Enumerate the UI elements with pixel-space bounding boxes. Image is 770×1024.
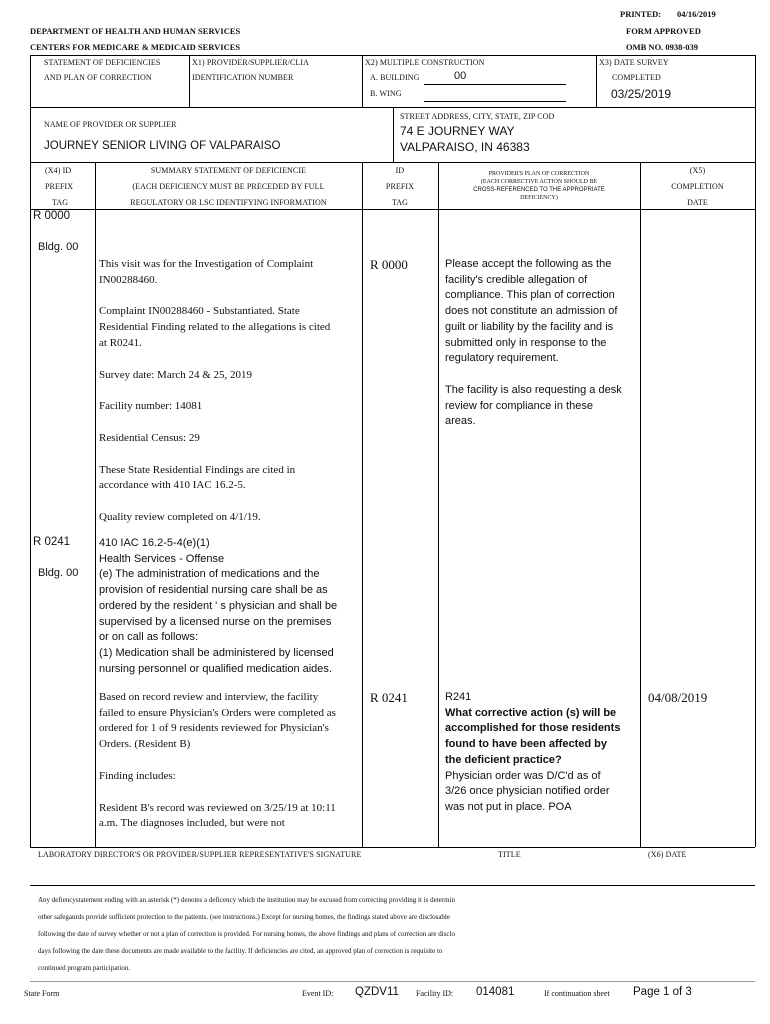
x6-date-label: (X6) DATE bbox=[648, 850, 687, 859]
r0241-finding-record: Resident B's record was reviewed on 3/25/19 at 10:11 a.m. The diagnoses included, but were not bbox=[99, 801, 336, 830]
x4-header-1: (X4) ID bbox=[45, 166, 72, 175]
r0000-summary-quality-review: Quality review completed on 4/1/19. bbox=[99, 511, 261, 524]
disclaimer-line: continued program participation. bbox=[38, 964, 130, 972]
r0241-completion-date: 04/08/2019 bbox=[648, 690, 708, 705]
r0241-plan-question: What corrective action (s) will be accomplished for those residents found to have been affected by the deficient practice? bbox=[445, 706, 621, 766]
agency-line1: DEPARTMENT OF HEALTH AND HUMAN SERVICES bbox=[30, 26, 241, 36]
r0000-summary-complaint: Complaint IN00288460 - Substantiated. State Residential Finding related to the allegations is cited at R0241. bbox=[99, 305, 331, 349]
signature-label: LABORATORY DIRECTOR'S OR PROVIDER/SUPPLIER REPRESENTATIVE'S SIGNATURE bbox=[38, 850, 362, 859]
r0241-plan-answer: Physician order was D/C'd as of 3/26 once physician notified order was not put in place. POA bbox=[445, 769, 610, 813]
disclaimer-line: Any defiencystatement ending with an asterisk (*) denotes a deficency which the institution may be excused from correcting providing it is determin bbox=[38, 896, 455, 904]
x1-label-2: IDENTIFICATION NUMBER bbox=[192, 73, 294, 82]
x5-header-3: DATE bbox=[687, 198, 708, 207]
summary-header-2: (EACH DEFICIENCY MUST BE PRECEDED BY FULL bbox=[132, 182, 325, 191]
r0000-summary-survey-date: Survey date: March 24 & 25, 2019 bbox=[99, 368, 253, 381]
r0241-building: Bldg. 00 bbox=[38, 567, 79, 579]
street-address: 74 E JOURNEY WAY bbox=[400, 124, 515, 138]
r0000-summary-facility-number: Facility number: 14081 bbox=[99, 400, 203, 413]
r0241-id-tag: R 0241 bbox=[370, 690, 408, 705]
r0000-summary bbox=[99, 257, 339, 526]
r0000-summary-cited: These State Residential Findings are cited in accordance with 410 IAC 16.2-5. bbox=[99, 463, 296, 492]
plan-header-4: DEFICIENCY) bbox=[520, 195, 558, 201]
plan-header-2: (EACH CORRECTIVE ACTION SHOULD BE bbox=[480, 179, 598, 185]
event-id-label: Event ID: bbox=[302, 989, 334, 998]
r0241-plan-title: R241 bbox=[445, 691, 472, 703]
x4-header-3: TAG bbox=[52, 198, 69, 207]
address-label: STREET ADDRESS, CITY, STATE, ZIP COD bbox=[400, 112, 555, 121]
city-state-zip: VALPARAISO, IN 46383 bbox=[400, 140, 530, 154]
x2-label: X2) MULTIPLE CONSTRUCTION bbox=[365, 58, 485, 67]
disclaimer-line: following the date of survey whether or not a plan of correction is provided. For nursing homes, the above findings and plans of correction are disclo bbox=[38, 930, 455, 938]
r0241-finding-includes: Finding includes: bbox=[99, 769, 176, 782]
continuation-label: If continuation sheet bbox=[544, 989, 610, 998]
r0241-regulation bbox=[99, 536, 339, 677]
state-form-label: State Form bbox=[24, 989, 60, 998]
statement-label-1: STATEMENT OF DEFICIENCIES bbox=[44, 58, 161, 67]
disclaimer-line: other safegaurds provide sufficient protection to the patients. (see instructions.) Except for nursing homes, the findings stated above are disclosable bbox=[38, 913, 450, 921]
provider-name: JOURNEY SENIOR LIVING OF VALPARAISO bbox=[44, 140, 281, 152]
r0000-tag: R 0000 bbox=[33, 210, 71, 222]
r0000-plan-allegation: Please accept the following as the facility's credible allegation of compliance. This plan of correction does not constitute an admission of guilt or liability by the facility and is submitted only in response to the regulatory requirement. bbox=[445, 258, 618, 365]
plan-header-1: PROVIDER'S PLAN OF CORRECTION bbox=[488, 171, 590, 177]
x2-building-label: A. BUILDING bbox=[370, 73, 420, 82]
r0241-reg-citation: 410 IAC 16.2-5-4(e)(1) bbox=[99, 537, 210, 549]
r0000-summary-visit: This visit was for the Investigation of Complaint IN00288460. bbox=[99, 258, 314, 286]
plan-header-3: CROSS-REFERENCED TO THE APPROPRIATE bbox=[473, 187, 605, 193]
r0000-id-tag: R 0000 bbox=[370, 257, 408, 272]
provider-name-label: NAME OF PROVIDER OR SUPPLIER bbox=[44, 120, 177, 129]
r0241-finding-summary: Based on record review and interview, the facility failed to ensure Physician's Orders were completed as ordered for 1 of 9 residents reviewed for Physician's Orders. (Resident B) bbox=[99, 691, 336, 751]
disclaimer bbox=[38, 892, 755, 977]
page-number: Page 1 of 3 bbox=[633, 986, 692, 998]
r0241-findings bbox=[99, 690, 339, 832]
x1-label-1: X1) PROVIDER/SUPPLIER/CLIA bbox=[192, 58, 310, 67]
id-header-1: ID bbox=[395, 166, 405, 175]
x4-header-2: PREFIX bbox=[45, 182, 74, 191]
summary-header-1: SUMMARY STATEMENT OF DEFICIENCIE bbox=[150, 166, 307, 175]
facility-id-label: Facility ID: bbox=[416, 989, 454, 998]
x5-header-1: (X5) bbox=[689, 166, 706, 175]
title-label: TITLE bbox=[498, 850, 521, 859]
printed-date: 04/16/2019 bbox=[677, 9, 716, 19]
r0000-summary-census: Residential Census: 29 bbox=[99, 431, 200, 444]
r0241-tag: R 0241 bbox=[33, 536, 71, 548]
r0241-plan bbox=[445, 690, 625, 816]
facility-id-value: 014081 bbox=[476, 986, 515, 998]
survey-completed-date: 03/25/2019 bbox=[611, 87, 672, 101]
omb-number: OMB NO. 0938-039 bbox=[626, 42, 699, 52]
agency-line2: CENTERS FOR MEDICARE & MEDICAID SERVICES bbox=[30, 42, 241, 52]
r0000-plan-desk-review: The facility is also requesting a desk review for compliance in these areas. bbox=[445, 383, 622, 428]
form-approved: FORM APPROVED bbox=[626, 26, 701, 36]
x2-building-value: 00 bbox=[454, 70, 467, 82]
r0241-reg-rule-e: (e) The administration of medications and the provision of residential nursing care shall be as ordered by the resident ' s physician and shall be supervised by a licensed nurse on the premises or on call as follows: bbox=[99, 568, 338, 644]
r0241-reg-rule-1: (1) Medication shall be administered by licensed nursing personnel or qualified medication aides. bbox=[99, 646, 334, 675]
summary-header-3: REGULATORY OR LSC IDENTIFYING INFORMATION bbox=[130, 198, 327, 207]
x5-header-2: COMPLETION bbox=[671, 182, 724, 191]
x3-label-2: COMPLETED bbox=[612, 73, 661, 82]
printed-label: PRINTED: bbox=[620, 9, 662, 19]
statement-label-2: AND PLAN OF CORRECTION bbox=[44, 73, 152, 82]
disclaimer-line: days following the date these documents are made available to the facility. If deficiencies are cited, an approved plan of correction is requisite to bbox=[38, 947, 443, 955]
r0241-reg-heading: Health Services - Offense bbox=[99, 552, 225, 565]
x2-wing-label: B. WING bbox=[370, 89, 402, 98]
id-header-2: PREFIX bbox=[385, 182, 415, 191]
event-id-value: QZDV11 bbox=[355, 986, 399, 998]
r0000-building: Bldg. 00 bbox=[38, 241, 79, 253]
x3-label-1: X3) DATE SURVEY bbox=[599, 58, 669, 67]
r0000-plan bbox=[445, 257, 625, 430]
id-header-3: TAG bbox=[391, 198, 409, 207]
